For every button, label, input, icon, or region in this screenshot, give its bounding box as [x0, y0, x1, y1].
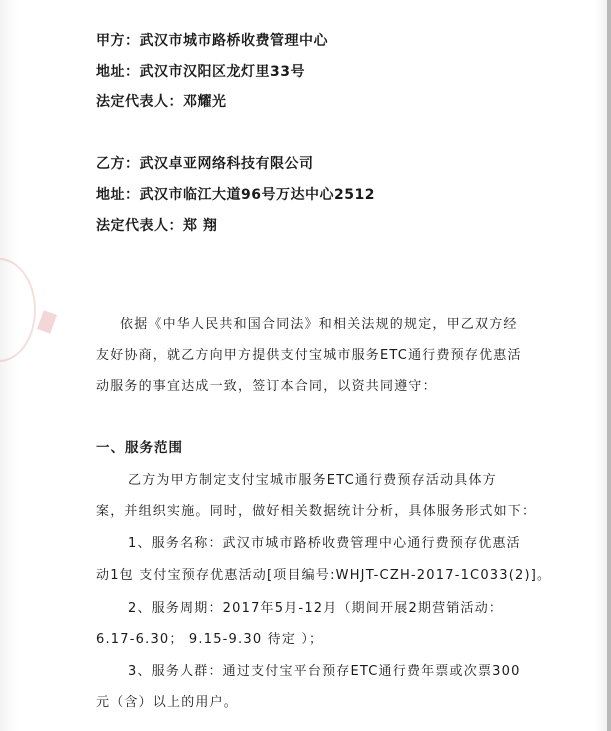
party-a-address: 地址：武汉市汉阳区龙灯里33号: [96, 64, 305, 80]
red-seal-mark: [37, 310, 57, 334]
party-b-address: 地址：武汉市临江大道96号万达中心2512: [96, 187, 375, 203]
party-b-name: 乙方：武汉卓亚网络科技有限公司: [96, 156, 314, 172]
service-item-1-line-2: 动1包 支付宝预存优惠活动[项目编号:WHJT-CZH-2017-1C033(2)]。: [96, 568, 552, 583]
service-item-1-line-1: 1、服务名称：武汉市城市路桥收费管理中心通行费预存优惠活: [128, 536, 521, 551]
service-item-2-line-1: 2、服务周期：2017年5月-12月（期间开展2期营销活动：: [128, 601, 504, 616]
party-a-name: 甲方：武汉市城市路桥收费管理中心: [96, 33, 328, 49]
party-a-representative: 法定代表人：邓耀光: [96, 94, 227, 110]
preamble-line-3: 动服务的事宜达成一致，签订本合同，以资共同遵守：: [96, 379, 437, 394]
service-item-2-line-2: 6.17-6.30； 9.15-9.30 待定 ）；: [96, 632, 324, 647]
preamble-line-2: 友好协商，就乙方向甲方提供支付宝城市服务ETC通行费预存优惠活: [96, 348, 522, 363]
section-1-heading: 一、服务范围: [96, 440, 183, 456]
section-1-intro-line-2: 案，并组织实施。同时，做好相关数据统计分析，具体服务形式如下：: [96, 504, 537, 519]
red-seal-stamp: [0, 258, 36, 362]
preamble-line-1: 依据《中华人民共和国合同法》和相关法规的规定，甲乙双方经: [120, 317, 518, 332]
section-1-intro-line-1: 乙方为甲方制定支付宝城市服务ETC通行费预存活动具体方: [128, 473, 497, 488]
page-edge-shadow: [607, 0, 611, 731]
service-item-3-line-1: 3、服务人群：通过支付宝平台预存ETC通行费年票或次票300: [128, 664, 521, 679]
party-b-representative: 法定代表人：郑 翔: [96, 218, 218, 234]
service-item-3-line-2: 元（含）以上的用户。: [96, 695, 239, 710]
